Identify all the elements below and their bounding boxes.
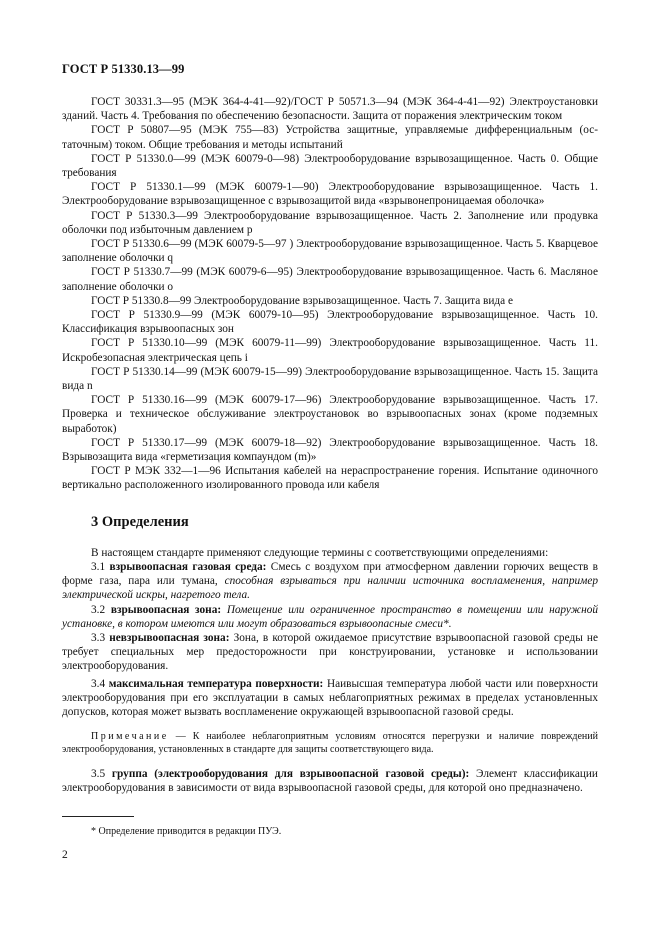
definition-3-2 xyxy=(62,603,598,631)
reference-item: ГОСТ Р 51330.8—99 Электрооборудование взрывозащищенное. Часть 7. Защита вида e xyxy=(91,294,514,307)
note-text: — К наиболее неблагоприятным условиям относятся перегрузки и наличие повреждений электрооборудования, установленных в стандарте для защиты соответствующего вида. xyxy=(62,731,598,756)
definition-term: взрывоопасная газовая среда: xyxy=(109,560,267,573)
definition-term: максимальная температура поверхности: xyxy=(108,677,324,690)
reference-item: ГОСТ Р МЭК 332—1—96 Испытания кабелей на нераспространение горения. Испытание одиночного вертикально расположенного изолированного провода или кабеля xyxy=(62,465,598,492)
definition-3-5 xyxy=(62,767,598,795)
definition-term: невзрывоопасная зона: xyxy=(109,631,230,644)
normative-references xyxy=(62,95,598,493)
document-header: ГОСТ Р 51330.13—99 xyxy=(62,62,185,76)
definition-term: взрывоопасная зона: xyxy=(110,603,222,616)
definition-3-1 xyxy=(62,560,598,603)
footnote-divider xyxy=(62,816,134,817)
reference-item: ГОСТ Р 51330.14—99 (МЭК 60079-15—99) Электрооборудование взрывозащищенное. Часть 15. Защита вида n xyxy=(62,365,598,393)
reference-item: ГОСТ 30331.3—95 (МЭК 364-4-41—92)/ГОСТ Р 50571.3—94 (МЭК 364-4-41—92) Электроустановки зданий. Часть 4. Требования по обеспечению безопасности. Защита от поражения электрическим током xyxy=(62,96,598,123)
definition-text: Элемент классификации электрооборудования в зависимости от вида взрывоопасной газовой среды, для которой оно предназначено. xyxy=(62,768,598,795)
reference-item: ГОСТ Р 51330.3—99 Электрооборудование взрывозащищенное. Часть 2. Заполнение или продувка оболочки под избыточным давлением p xyxy=(62,209,598,236)
definition-text: Смесь с воздухом при атмосферном давлении горючих веществ в форме газа, пара или тумана, xyxy=(62,560,598,588)
definition-number: 3.3 xyxy=(91,631,110,644)
reference-item: ГОСТ Р 50807—95 (МЭК 755—83) Устройства защитные, управляемые дифференциальным (остаточным) током. Общие требования и методы испытаний xyxy=(62,124,598,151)
definition-text: Наивысшая температура любой части или поверхности электрооборудования при его эксплуатации в самых неблагоприятных режимах в пределах установленных допусков, которая может вызвать воспламенение окружающей взрывоопасной газовой среды. xyxy=(62,677,598,718)
reference-item: ГОСТ Р 51330.1—99 (МЭК 60079-1—90) Электрооборудование взрывозащищенное. Часть 1. Электрооборудование взрывозащищенное с взрывозащитой вида «взрывонепроницаемая оболочка» xyxy=(62,181,598,208)
page-number: 2 xyxy=(62,849,68,861)
definition-number: 3.1 xyxy=(91,560,110,573)
reference-item: ГОСТ Р 51330.16—99 (МЭК 60079-17—96) Электрооборудование взрывозащищенное. Часть 17. Проверка и техническое обслуживание электроустановок во взрывоопасных зонах (кроме подземных выработок) xyxy=(62,394,598,435)
definition-text-italic: способная взрываться при наличии источника воспламенения, например электрической искры, нагретого тела. xyxy=(62,575,598,602)
note-label: Примечание xyxy=(91,731,169,743)
definitions-section xyxy=(62,546,598,796)
reference-item: ГОСТ Р 51330.7—99 (МЭК 60079-6—95) Электрооборудование взрывозащищенное. Часть 6. Масляное заполнение оболочки o xyxy=(62,266,598,293)
reference-item: ГОСТ Р 51330.10—99 (МЭК 60079-11—99) Электрооборудование взрывозащищенное. Часть 11. Искробезопасная электрическая цепь i xyxy=(62,337,598,364)
definition-3-3 xyxy=(62,631,598,674)
definition-text: Зона, в которой ожидаемое присутствие взрывоопасной газовой среды не требует специальных мер предосторожности при конструировании, установке и использовании электрооборудования. xyxy=(62,631,598,673)
note xyxy=(62,730,598,756)
footnote: * Определение приводится в редакции ПУЭ. xyxy=(91,826,282,837)
definition-number: 3.2 xyxy=(91,603,111,616)
section-intro: В настоящем стандарте применяют следующие термины с соответствующими определениями: xyxy=(91,546,549,559)
definition-text-italic: Помещение или ограниченное пространство в помещении или наружной установке, в котором имеются или могут образоваться взрывоопасные смеси*. xyxy=(62,603,599,630)
reference-item: ГОСТ Р 51330.17—99 (МЭК 60079-18—92) Электрооборудование взрывозащищенное. Часть 18. Взрывозащита вида «герметизация компаундом (m)» xyxy=(62,436,598,464)
reference-item: ГОСТ Р 51330.0—99 (МЭК 60079-0—98) Электрооборудование взрывозащищенное. Часть 0. Общие требования xyxy=(62,152,598,180)
reference-item: ГОСТ Р 51330.6—99 (МЭК 60079-5—97 ) Электрооборудование взрывозащищенное. Часть 5. Кварцевое заполнение оболочки q xyxy=(62,238,598,265)
definition-term: группа (электрооборудования для взрывоопасной газовой среды): xyxy=(111,768,470,781)
section-title: 3 Определения xyxy=(91,513,189,530)
definition-3-4 xyxy=(62,677,598,720)
reference-item: ГОСТ Р 51330.9—99 (МЭК 60079-10—95) Электрооборудование взрывозащищенное. Часть 10. Классификация взрывоопасных зон xyxy=(62,309,598,336)
definition-number: 3.4 xyxy=(91,677,109,690)
document-page xyxy=(62,62,598,796)
definition-number: 3.5 xyxy=(91,768,112,781)
